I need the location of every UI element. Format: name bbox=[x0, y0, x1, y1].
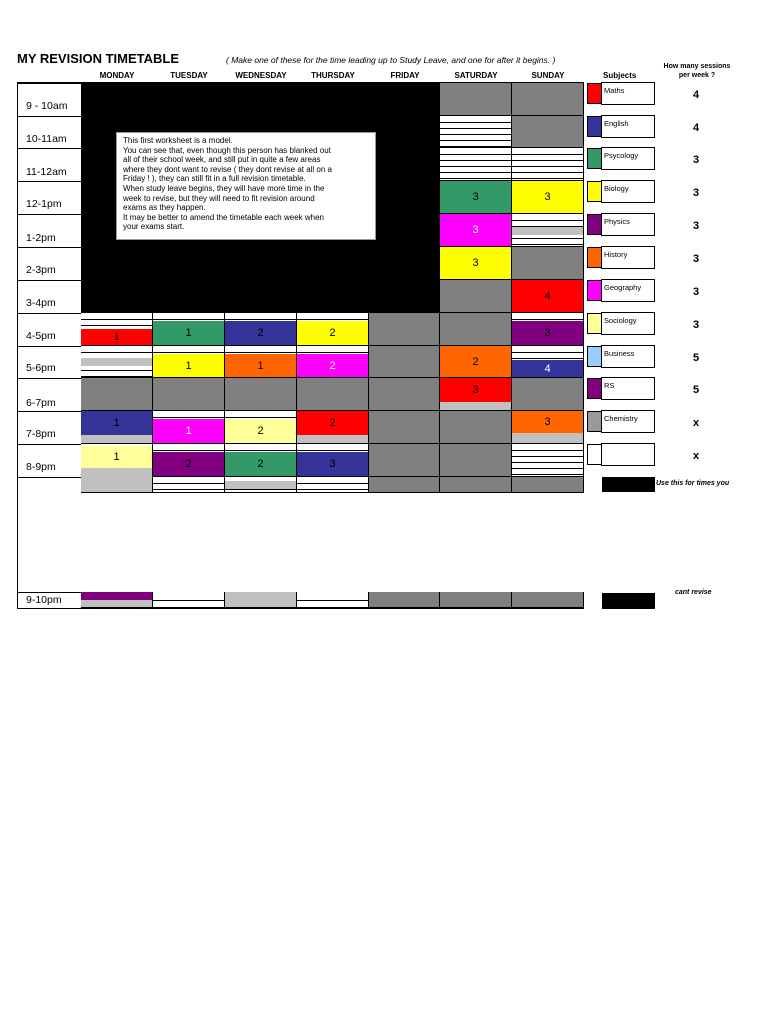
session-block bbox=[81, 329, 152, 345]
subject-name: RS bbox=[601, 377, 655, 400]
subject-name: Business bbox=[601, 345, 655, 368]
timetable-cell bbox=[297, 411, 369, 444]
grid-row-line bbox=[17, 214, 81, 215]
session-number: 1 bbox=[185, 359, 192, 372]
sessions-count: 3 bbox=[692, 253, 700, 265]
subject-color-swatch bbox=[587, 280, 602, 301]
cell-stripe bbox=[153, 417, 224, 418]
timetable-cell bbox=[512, 411, 584, 444]
session-number: 1 bbox=[185, 327, 192, 339]
subject-color-swatch bbox=[587, 247, 602, 268]
timetable-cell bbox=[512, 592, 584, 608]
instructions-note bbox=[116, 132, 376, 240]
grid-border bbox=[17, 608, 584, 609]
time-label: 7-8pm bbox=[26, 428, 56, 440]
timetable-cell bbox=[512, 214, 584, 247]
session-number: 1 bbox=[113, 331, 120, 343]
timetable-cell bbox=[81, 280, 153, 313]
session-number: 1 bbox=[257, 359, 264, 372]
note-line: It may be better to amend the timetable each week when bbox=[123, 212, 325, 222]
session-block bbox=[440, 346, 511, 377]
session-block bbox=[225, 419, 296, 443]
time-label: 12-1pm bbox=[26, 198, 62, 210]
day-header-tuesday: TUESDAY bbox=[170, 71, 208, 80]
timetable-cell bbox=[369, 444, 440, 477]
timetable-cell bbox=[225, 477, 297, 493]
subject-color-swatch bbox=[587, 313, 602, 334]
subject-name: English bbox=[601, 115, 655, 138]
cell-stripe bbox=[512, 160, 583, 161]
cell-grey-band bbox=[297, 435, 368, 443]
timetable-cell bbox=[369, 411, 440, 444]
subject-color-swatch bbox=[587, 346, 602, 367]
timetable-cell bbox=[81, 83, 153, 116]
cell-stripe bbox=[512, 462, 583, 463]
timetable-cell bbox=[512, 313, 584, 346]
grid-row-line bbox=[17, 83, 81, 84]
grid-row-line bbox=[17, 280, 81, 281]
session-number: 1 bbox=[113, 451, 120, 463]
session-number: 2 bbox=[257, 458, 264, 470]
cell-stripe bbox=[440, 146, 511, 147]
timetable-cell bbox=[512, 378, 584, 411]
timetable-cell bbox=[369, 313, 440, 346]
timetable-cell bbox=[153, 411, 225, 444]
session-number: 2 bbox=[329, 359, 336, 372]
sessions-header-line2: per week ? bbox=[678, 72, 716, 79]
cell-stripe bbox=[81, 376, 152, 377]
session-block bbox=[512, 321, 583, 345]
cell-grey-band bbox=[81, 358, 152, 366]
session-block bbox=[512, 360, 583, 377]
cell-stripe bbox=[440, 166, 511, 167]
cell-grey-band bbox=[81, 435, 152, 443]
cell-stripe bbox=[440, 122, 511, 123]
cell-grey-band bbox=[81, 600, 152, 607]
cell-stripe bbox=[512, 220, 583, 221]
timetable-cell bbox=[512, 148, 584, 181]
subject-color-swatch bbox=[587, 378, 602, 399]
sessions-count: 5 bbox=[692, 352, 700, 364]
timetable-cell bbox=[369, 477, 440, 493]
session-block bbox=[225, 452, 296, 476]
cell-stripe bbox=[225, 417, 296, 418]
cell-stripe bbox=[440, 134, 511, 135]
session-block bbox=[512, 411, 583, 433]
timetable-cell bbox=[369, 346, 440, 378]
timetable-cell bbox=[297, 247, 369, 280]
grid-row-line bbox=[17, 346, 81, 347]
sessions-count: x bbox=[692, 450, 700, 462]
session-number: 3 bbox=[472, 384, 479, 396]
timetable-cell bbox=[369, 378, 440, 411]
timetable-cell bbox=[153, 313, 225, 346]
cell-stripe bbox=[512, 244, 583, 245]
timetable-cell bbox=[297, 378, 369, 411]
timetable-cell bbox=[440, 477, 512, 493]
cell-grey-band bbox=[225, 481, 296, 489]
timetable-cell bbox=[81, 592, 153, 608]
timetable-cell bbox=[297, 83, 369, 116]
grid-row-line bbox=[17, 148, 81, 149]
session-block bbox=[297, 452, 368, 476]
cell-stripe bbox=[512, 474, 583, 475]
time-label: 10-11am bbox=[26, 133, 67, 145]
grid-row-line bbox=[17, 477, 81, 478]
grid-row-line bbox=[17, 116, 81, 117]
session-block bbox=[81, 446, 152, 468]
time-label: 4-5pm bbox=[26, 330, 56, 342]
time-label: 9 - 10am bbox=[26, 100, 68, 112]
cell-stripe bbox=[297, 450, 368, 451]
timetable-cell bbox=[153, 83, 225, 116]
day-header-sunday: SUNDAY bbox=[531, 71, 565, 80]
grid-row-line bbox=[17, 444, 81, 445]
blocked-swatch bbox=[602, 593, 655, 609]
session-block bbox=[81, 411, 152, 435]
subject-name: Chemistry bbox=[601, 410, 655, 433]
timetable-cell bbox=[297, 313, 369, 346]
sessions-header-line1: How many sessions bbox=[663, 63, 731, 70]
timetable-cell bbox=[512, 116, 584, 148]
cell-stripe bbox=[81, 370, 152, 371]
cell-stripe bbox=[153, 352, 224, 353]
subjects-header: Subjects bbox=[603, 71, 637, 80]
timetable-cell bbox=[369, 83, 440, 116]
day-header-thursday: THURSDAY bbox=[311, 71, 355, 80]
subject-color-swatch bbox=[587, 181, 602, 202]
timetable-cell bbox=[297, 346, 369, 378]
day-header-friday: FRIDAY bbox=[390, 71, 420, 80]
cell-stripe bbox=[440, 178, 511, 179]
cell-stripe bbox=[512, 166, 583, 167]
session-block bbox=[225, 321, 296, 345]
session-number: 3 bbox=[472, 257, 479, 269]
sessions-count: 4 bbox=[692, 122, 700, 134]
session-number: 3 bbox=[472, 224, 479, 236]
session-number: 2 bbox=[329, 327, 336, 339]
timetable-cell bbox=[225, 411, 297, 444]
timetable-cell bbox=[153, 280, 225, 313]
cell-stripe bbox=[512, 352, 583, 353]
subject-color-swatch bbox=[587, 148, 602, 169]
blocked-swatch bbox=[602, 477, 655, 492]
session-number: 2 bbox=[257, 327, 264, 339]
timetable-cell bbox=[225, 280, 297, 313]
timetable-cell bbox=[440, 181, 512, 214]
timetable-cell bbox=[440, 592, 512, 608]
session-number: 1 bbox=[113, 417, 120, 429]
timetable-cell bbox=[225, 313, 297, 346]
cell-stripe bbox=[512, 450, 583, 451]
session-number: 2 bbox=[472, 355, 479, 368]
subject-color-swatch bbox=[587, 411, 602, 432]
session-block bbox=[297, 321, 368, 345]
session-block bbox=[225, 354, 296, 377]
cell-stripe bbox=[440, 140, 511, 141]
timetable-cell bbox=[153, 477, 225, 493]
timetable-cell bbox=[440, 247, 512, 280]
cell-stripe bbox=[297, 489, 368, 490]
grid-row-line bbox=[17, 592, 81, 593]
grid-row-line bbox=[17, 411, 81, 412]
note-line: When study leave begins, they will have more time in the bbox=[123, 183, 325, 193]
timetable-cell bbox=[297, 444, 369, 477]
cell-stripe bbox=[440, 160, 511, 161]
cell-stripe bbox=[512, 358, 583, 359]
timetable-cell bbox=[153, 592, 225, 608]
sessions-count: 3 bbox=[692, 187, 700, 199]
note-line: week to revise, but they will need to fit revision around bbox=[123, 193, 315, 203]
cell-stripe bbox=[153, 489, 224, 490]
time-label: 2-3pm bbox=[26, 264, 56, 276]
session-number: 4 bbox=[544, 362, 551, 375]
timetable-cell bbox=[297, 477, 369, 493]
cell-stripe bbox=[297, 319, 368, 320]
cell-grey-band bbox=[440, 402, 511, 410]
timetable-cell bbox=[153, 378, 225, 411]
session-block bbox=[512, 181, 583, 213]
cell-stripe bbox=[225, 489, 296, 490]
cell-stripe bbox=[153, 450, 224, 451]
cell-grey-band bbox=[512, 433, 583, 443]
time-label: 5-6pm bbox=[26, 362, 56, 374]
cell-stripe bbox=[440, 128, 511, 129]
timetable-cell bbox=[440, 313, 512, 346]
sessions-count: 3 bbox=[692, 286, 700, 298]
timetable-cell bbox=[512, 477, 584, 493]
note-line: where they dont want to revise ( they dont revise at all on a bbox=[123, 164, 333, 174]
cell-stripe bbox=[297, 600, 368, 601]
subject-name: Maths bbox=[601, 82, 655, 105]
subject-color-swatch bbox=[587, 214, 602, 235]
cell-stripe bbox=[512, 238, 583, 239]
timetable-cell bbox=[369, 247, 440, 280]
cell-stripe bbox=[153, 600, 224, 601]
timetable-cell bbox=[440, 214, 512, 247]
note-line: all of their school week, and still put in quite a few areas bbox=[123, 155, 321, 165]
sessions-count: 3 bbox=[692, 220, 700, 232]
session-number: 2 bbox=[257, 425, 264, 437]
sessions-count: 5 bbox=[692, 384, 700, 396]
session-number: 3 bbox=[472, 191, 479, 203]
session-block bbox=[153, 452, 224, 476]
timetable-cell bbox=[153, 346, 225, 378]
sessions-count: 3 bbox=[692, 154, 700, 166]
cell-stripe bbox=[81, 319, 152, 320]
subject-name: Sociology bbox=[601, 312, 655, 335]
timetable-cell bbox=[440, 444, 512, 477]
timetable-cell bbox=[81, 477, 153, 493]
cell-stripe bbox=[440, 154, 511, 155]
cell-grey-band bbox=[512, 227, 583, 235]
timetable-cell bbox=[440, 411, 512, 444]
timetable-cell bbox=[297, 280, 369, 313]
timetable-cell bbox=[440, 346, 512, 378]
timetable-cell bbox=[81, 247, 153, 280]
cell-stripe bbox=[81, 352, 152, 353]
timetable-cell bbox=[512, 83, 584, 116]
timetable-cell bbox=[81, 346, 153, 378]
session-block bbox=[297, 354, 368, 377]
page-title: MY REVISION TIMETABLE bbox=[17, 51, 180, 66]
session-number: 2 bbox=[185, 458, 192, 470]
grid-row-line bbox=[17, 313, 81, 314]
cell-stripe bbox=[512, 154, 583, 155]
cell-stripe bbox=[512, 172, 583, 173]
subject-name: Biology bbox=[601, 180, 655, 203]
cell-stripe bbox=[153, 483, 224, 484]
session-block bbox=[440, 214, 511, 246]
session-block bbox=[440, 378, 511, 402]
legend-text-line1: Use this for times you bbox=[656, 480, 730, 487]
subject-name: Psycology bbox=[601, 147, 655, 170]
note-line: exams as they happen. bbox=[123, 203, 206, 213]
note-line: your exams start. bbox=[123, 222, 185, 232]
timetable-cell bbox=[81, 313, 153, 346]
session-block bbox=[297, 411, 368, 435]
note-line: This first worksheet is a model. bbox=[123, 136, 233, 145]
timetable-cell bbox=[225, 592, 297, 608]
timetable-cell bbox=[440, 148, 512, 181]
grid-row-line bbox=[17, 378, 81, 379]
time-label: 9-10pm bbox=[26, 594, 62, 606]
timetable-cell bbox=[512, 346, 584, 378]
cell-grey-band bbox=[81, 472, 152, 492]
session-number: 4 bbox=[544, 290, 551, 302]
timetable-cell bbox=[225, 378, 297, 411]
session-number: 3 bbox=[544, 327, 551, 339]
sessions-count: 4 bbox=[692, 89, 700, 101]
page-subtitle: ( Make one of these for the time leading up to Study Leave, and one for after it begins. ) bbox=[226, 55, 556, 65]
cell-stripe bbox=[225, 352, 296, 353]
note-line: You can see that, even though this person has blanked out bbox=[123, 145, 331, 155]
cell-stripe bbox=[225, 319, 296, 320]
cell-stripe bbox=[153, 319, 224, 320]
cell-stripe bbox=[512, 468, 583, 469]
timetable-cell bbox=[369, 592, 440, 608]
legend-text-line2: cant revise bbox=[675, 589, 712, 596]
timetable-cell bbox=[440, 83, 512, 116]
day-header-monday: MONDAY bbox=[99, 71, 135, 80]
session-block bbox=[440, 247, 511, 279]
session-number: 3 bbox=[544, 191, 551, 203]
timetable-cell bbox=[225, 83, 297, 116]
timetable-cell bbox=[297, 592, 369, 608]
subject-name bbox=[601, 443, 655, 466]
timetable-cell bbox=[369, 214, 440, 247]
grid-row-line bbox=[17, 181, 81, 182]
time-label: 1-2pm bbox=[26, 232, 56, 244]
timetable-cell bbox=[369, 148, 440, 181]
timetable-cell bbox=[512, 280, 584, 313]
timetable-cell bbox=[369, 280, 440, 313]
timetable-cell bbox=[512, 444, 584, 477]
sessions-count: 3 bbox=[692, 319, 700, 331]
subject-name: History bbox=[601, 246, 655, 269]
session-block bbox=[153, 354, 224, 377]
time-label: 3-4pm bbox=[26, 297, 56, 309]
cell-stripe bbox=[297, 483, 368, 484]
subject-name: Physics bbox=[601, 213, 655, 236]
subject-color-swatch bbox=[587, 116, 602, 137]
timetable-cell bbox=[153, 444, 225, 477]
session-block bbox=[512, 280, 583, 312]
timetable-cell bbox=[440, 280, 512, 313]
cell-stripe bbox=[81, 325, 152, 326]
timetable-cell bbox=[81, 411, 153, 444]
time-label: 8-9pm bbox=[26, 461, 56, 473]
session-block bbox=[153, 419, 224, 443]
timetable-cell bbox=[225, 247, 297, 280]
timetable-cell bbox=[369, 181, 440, 214]
note-line: Friday ! ), they can still fit in a full revision timetable. bbox=[123, 174, 306, 184]
time-label: 11-12am bbox=[26, 166, 67, 178]
session-number: 3 bbox=[544, 416, 551, 428]
day-header-saturday: SATURDAY bbox=[454, 71, 498, 80]
subject-color-swatch bbox=[587, 444, 602, 465]
cell-stripe bbox=[512, 456, 583, 457]
timetable-cell bbox=[440, 116, 512, 148]
session-block bbox=[440, 181, 511, 213]
session-number: 2 bbox=[329, 417, 336, 429]
session-number: 1 bbox=[185, 425, 192, 437]
timetable-cell bbox=[81, 378, 153, 411]
cell-stripe bbox=[297, 352, 368, 353]
time-label: 6-7pm bbox=[26, 397, 56, 409]
cell-stripe bbox=[225, 450, 296, 451]
sessions-count: x bbox=[692, 417, 700, 429]
cell-stripe bbox=[440, 172, 511, 173]
timetable-cell bbox=[440, 378, 512, 411]
subject-name: Geography bbox=[601, 279, 655, 302]
timetable-cell bbox=[369, 116, 440, 148]
timetable-cell bbox=[512, 247, 584, 280]
subject-color-swatch bbox=[587, 83, 602, 104]
cell-stripe bbox=[512, 178, 583, 179]
timetable-cell bbox=[153, 247, 225, 280]
session-block bbox=[153, 321, 224, 345]
grid-row-line bbox=[17, 247, 81, 248]
timetable-cell bbox=[225, 444, 297, 477]
timetable-cell bbox=[225, 346, 297, 378]
session-number: 3 bbox=[329, 458, 336, 470]
cell-stripe bbox=[512, 319, 583, 320]
day-header-wednesday: WEDNESDAY bbox=[235, 71, 287, 80]
timetable-cell bbox=[512, 181, 584, 214]
